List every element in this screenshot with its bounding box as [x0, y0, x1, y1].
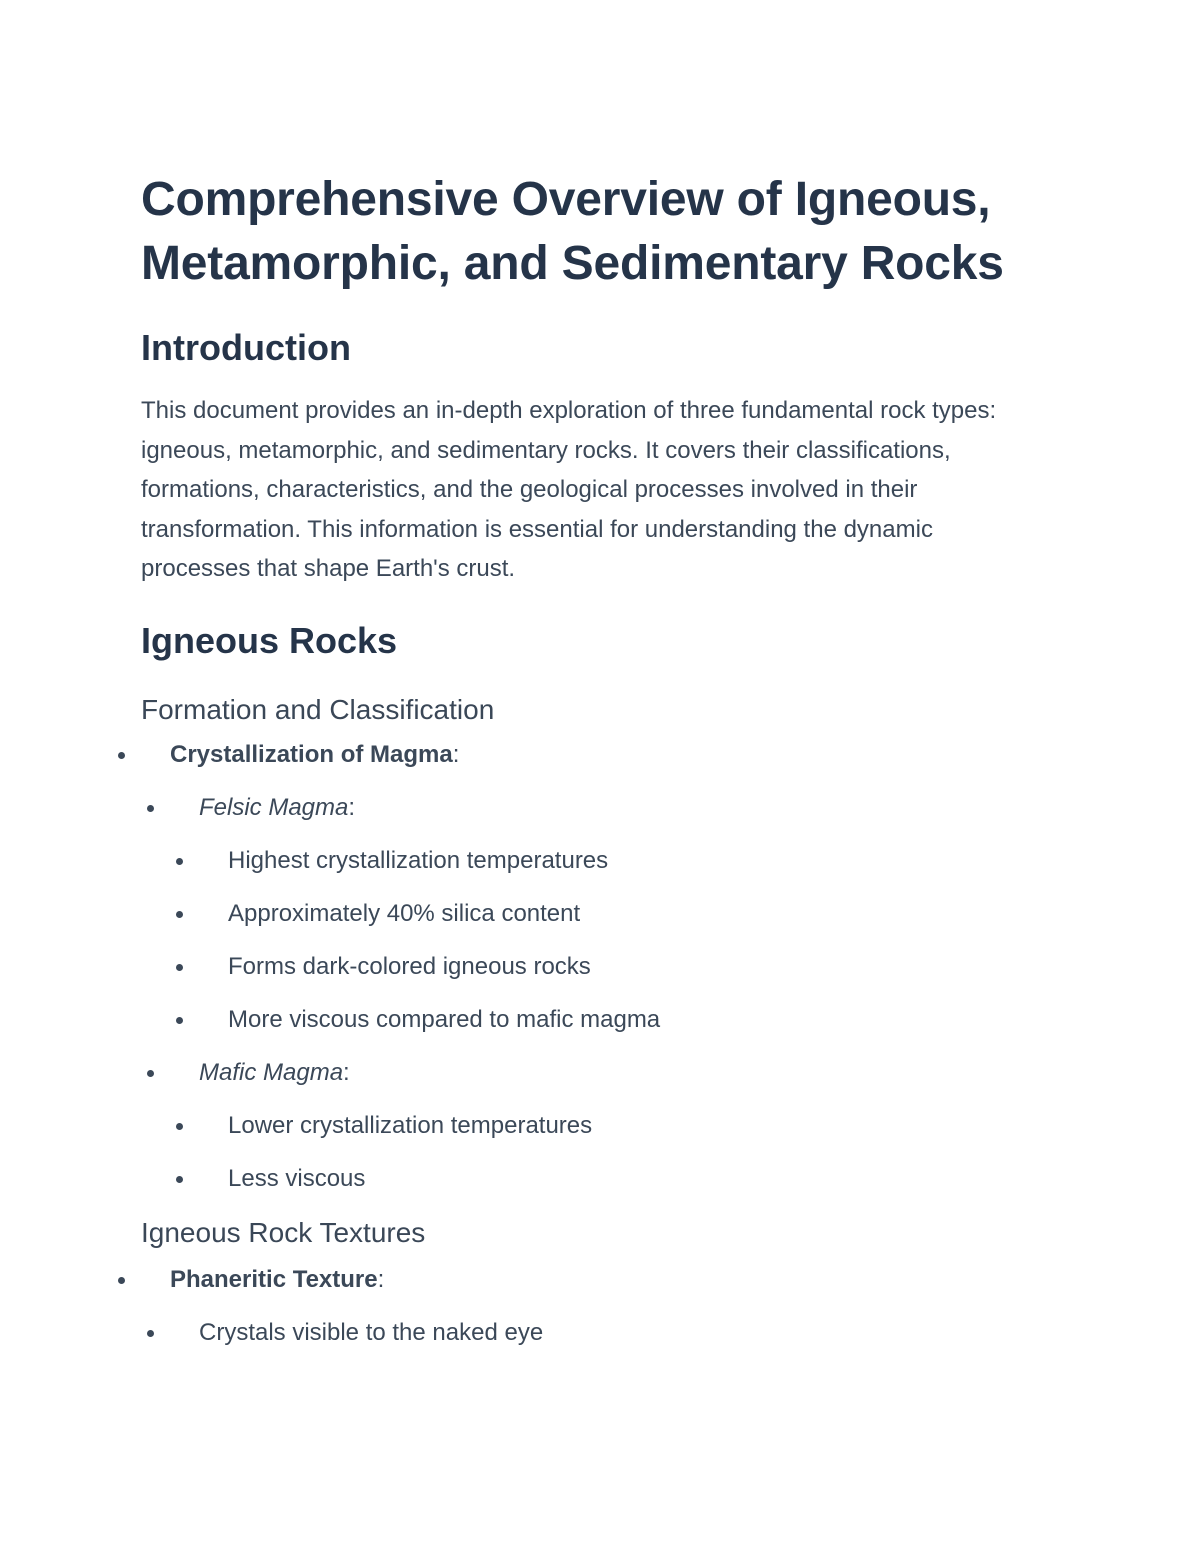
- felsic-point: Approximately 40% silica content: [228, 899, 581, 927]
- list-item-crystallization-of-magma: [141, 738, 1041, 1196]
- mafic-points-list: [199, 1109, 1041, 1196]
- crystallization-suffix: :: [452, 740, 460, 768]
- bullet-icon: [176, 964, 183, 971]
- bullet-icon: [176, 1123, 183, 1130]
- magma-types-list: [170, 791, 1041, 1196]
- bullet-icon: [147, 805, 154, 812]
- document-page: [141, 168, 1041, 1350]
- introduction-heading: Introduction: [141, 327, 351, 368]
- introduction-paragraph: This document provides an in-depth exploration of three fundamental rock types: igneous, metamorphic, and sedimentary rocks. It covers their classifications, formations, characteristics, and the geological processes involved in their transformation. This information is essential for understanding the dynamic processes that shape Earth's crust.: [141, 397, 997, 582]
- mafic-point: Lower crystallization temperatures: [228, 1111, 593, 1139]
- mafic-magma-label: Mafic Magma: [199, 1058, 344, 1086]
- bullet-icon: [176, 1017, 183, 1024]
- list-item: [199, 844, 1041, 878]
- bullet-icon: [147, 1070, 154, 1077]
- bullet-icon: [147, 1330, 154, 1337]
- list-item: [199, 1003, 1041, 1037]
- list-item-mafic-magma: [170, 1056, 1041, 1196]
- list-item: [199, 950, 1041, 984]
- felsic-magma-label: Felsic Magma: [199, 793, 349, 821]
- felsic-points-list: [199, 844, 1041, 1037]
- list-item: [199, 1109, 1041, 1143]
- phaneritic-point: Crystals visible to the naked eye: [199, 1318, 544, 1346]
- mafic-magma-suffix: :: [343, 1058, 350, 1086]
- formation-classification-heading: Formation and Classification: [141, 693, 495, 725]
- list-item-felsic-magma: [170, 791, 1041, 1037]
- bullet-icon: [118, 1277, 125, 1284]
- document-title: Comprehensive Overview of Igneous, Metamorphic, and Sedimentary Rocks: [141, 173, 1004, 290]
- bullet-icon: [118, 752, 125, 759]
- mafic-point: Less viscous: [228, 1164, 366, 1192]
- list-item: [199, 1162, 1041, 1196]
- crystallization-label: Crystallization of Magma: [170, 740, 453, 768]
- formation-list: [141, 738, 1041, 1196]
- igneous-rocks-heading: Igneous Rocks: [141, 619, 398, 661]
- list-item-phaneritic-texture: [141, 1263, 1041, 1350]
- felsic-point: Forms dark-colored igneous rocks: [228, 952, 591, 980]
- phaneritic-points-list: [170, 1316, 1041, 1350]
- phaneritic-label: Phaneritic Texture: [170, 1265, 378, 1293]
- bullet-icon: [176, 858, 183, 865]
- list-item: [199, 897, 1041, 931]
- bullet-icon: [176, 911, 183, 918]
- phaneritic-suffix: :: [377, 1265, 385, 1293]
- felsic-point: More viscous compared to mafic magma: [228, 1005, 661, 1033]
- igneous-rock-textures-heading: Igneous Rock Textures: [141, 1216, 426, 1248]
- textures-list: [141, 1263, 1041, 1350]
- bullet-icon: [176, 1176, 183, 1183]
- list-item: [170, 1316, 1041, 1350]
- felsic-magma-suffix: :: [348, 793, 356, 821]
- felsic-point: Highest crystallization temperatures: [228, 846, 609, 874]
